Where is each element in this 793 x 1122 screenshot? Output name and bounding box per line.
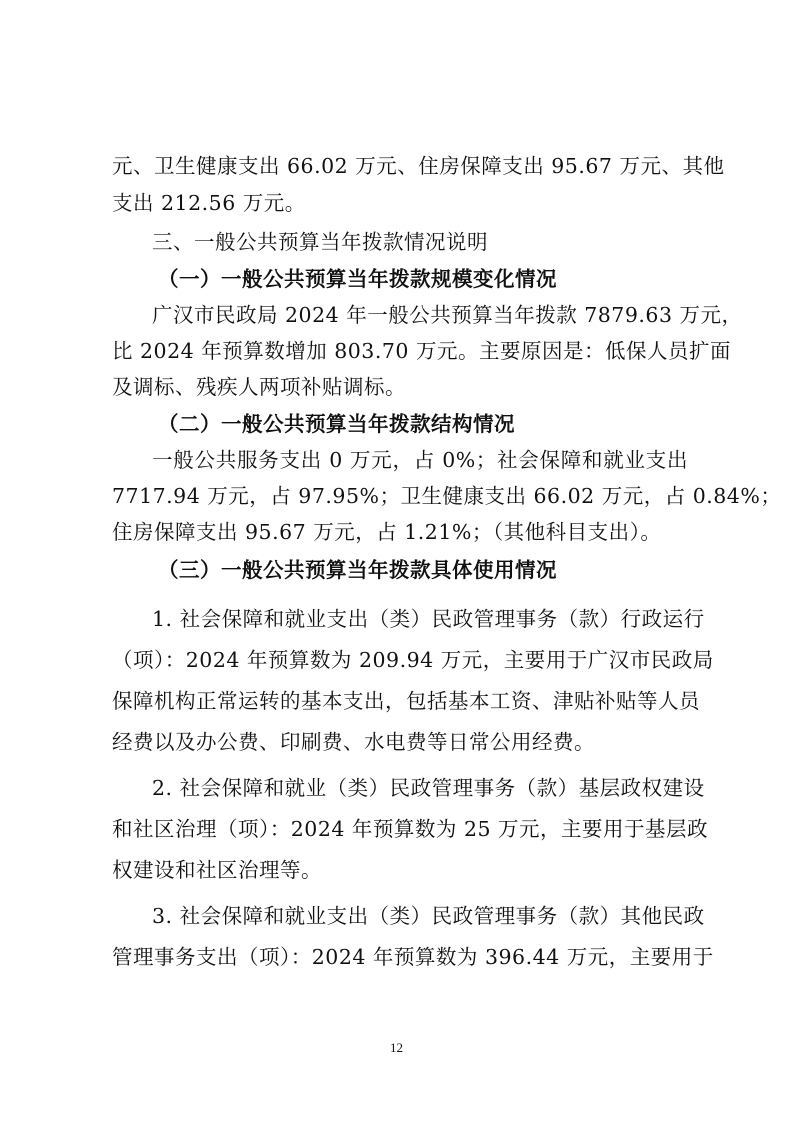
paragraph-line: 7717.94 万元，占 97.95%；卫生健康支出 66.02 万元，占 0.84%； — [112, 484, 782, 508]
paragraph-line: （项）：2024 年预算数为 209.94 万元，主要用于广汉市民政局 — [112, 648, 714, 672]
paragraph-line: 支出 212.56 万元。 — [112, 191, 306, 215]
paragraph-line: 2. 社会保障和就业（类）民政管理事务（款）基层政权建设 — [152, 776, 705, 800]
subsection-heading: （三）一般公共预算当年拨款具体使用情况 — [158, 558, 557, 582]
page-number: 12 — [390, 1040, 403, 1055]
paragraph-line: 广汉市民政局 2024 年一般公共预算当年拨款 7879.63 万元， — [152, 303, 743, 327]
paragraph-line: 1. 社会保障和就业支出（类）民政管理事务（款）行政运行 — [152, 607, 705, 631]
paragraph-line: 住房保障支出 95.67 万元，占 1.21%；（其他科目支出）。 — [112, 520, 662, 544]
paragraph-line: 保障机构正常运转的基本支出，包括基本工资、津贴补贴等人员 — [112, 689, 700, 713]
paragraph-line: 比 2024 年预算数增加 803.70 万元。主要原因是：低保人员扩面 — [112, 339, 731, 363]
section-heading: 三、一般公共预算当年拨款情况说明 — [152, 230, 488, 254]
subsection-heading: （二）一般公共预算当年拨款结构情况 — [158, 412, 515, 436]
paragraph-line: 管理事务支出（项）：2024 年预算数为 396.44 万元，主要用于 — [112, 945, 714, 969]
paragraph-line: 及调标、残疾人两项补贴调标。 — [112, 375, 406, 399]
subsection-heading: （一）一般公共预算当年拨款规模变化情况 — [158, 267, 557, 291]
paragraph-line: 元、卫生健康支出 66.02 万元、住房保障支出 95.67 万元、其他 — [112, 154, 725, 178]
paragraph-line: 经费以及办公费、印刷费、水电费等日常公用经费。 — [112, 730, 595, 754]
paragraph-line: 一般公共服务支出 0 万元，占 0%；社会保障和就业支出 — [152, 448, 688, 472]
paragraph-line: 3. 社会保障和就业支出（类）民政管理事务（款）其他民政 — [152, 904, 705, 928]
paragraph-line: 权建设和社区治理等。 — [112, 858, 322, 882]
paragraph-line: 和社区治理（项）：2024 年预算数为 25 万元，主要用于基层政 — [112, 817, 709, 841]
